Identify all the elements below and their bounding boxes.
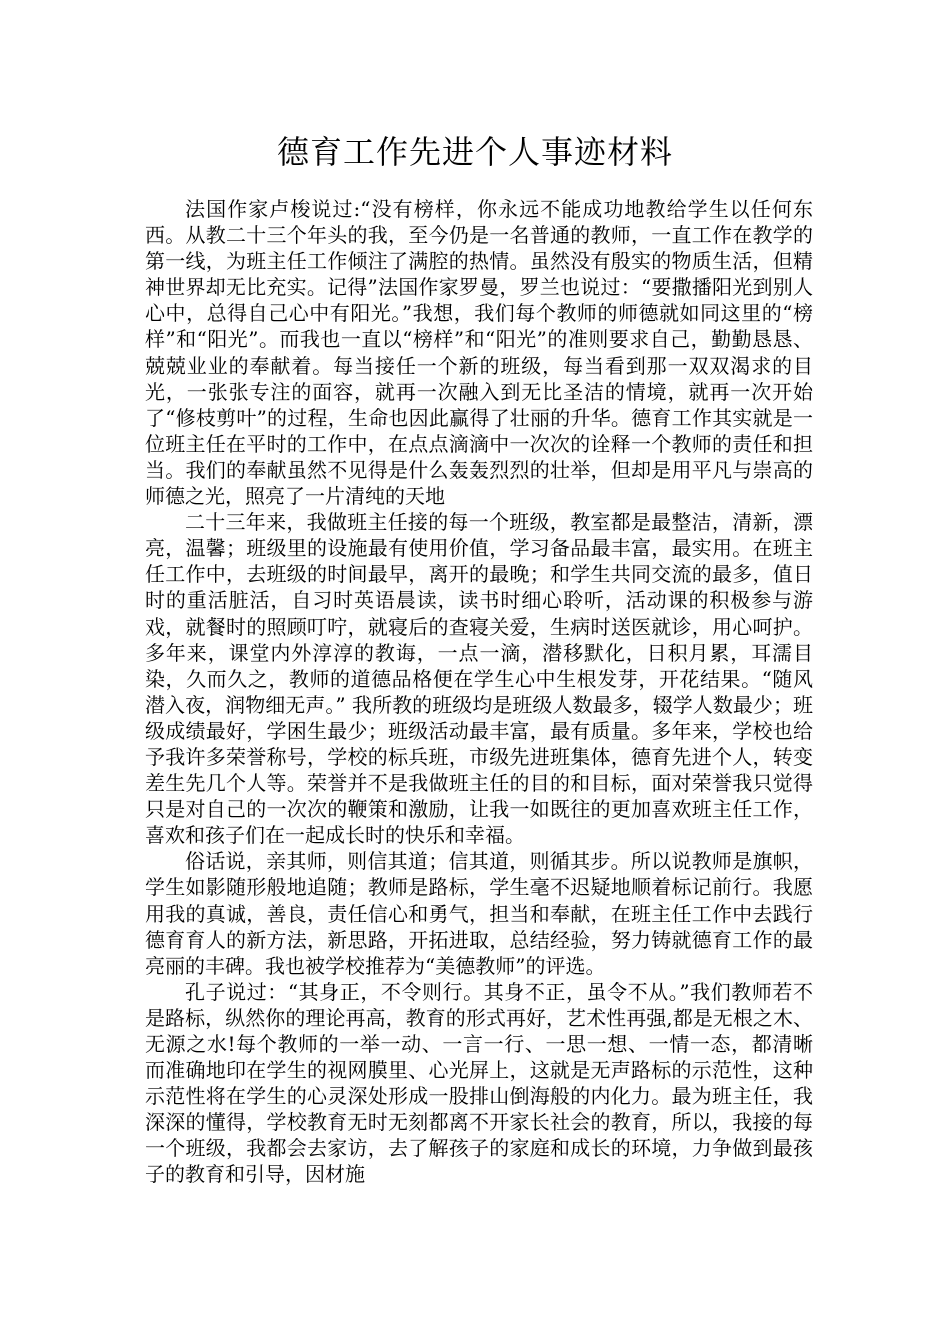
paragraph-3: 俗话说，亲其师，则信其道；信其道，则循其步。所以说教师是旗帜，学生如影随形般地追随；教师是路标，学生毫不迟疑地顺着标记前行。我愿用我的真诚，善良，责任信心和勇气，担当和奉献，在班主任工作中去践行德育育人的新方法，新思路，开拓进取，总结经验，努力铸就德育工作的最亮丽的丰碑。我也被学校推荐为“美德教师”的评选。	[145, 849, 813, 978]
document-body	[145, 196, 813, 1188]
paragraph-1: 法国作家卢梭说过:“没有榜样，你永远不能成功地教给学生以任何东西。从教二十三个年头的我，至今仍是一名普通的教师，一直工作在教学的第一线，为班主任工作倾注了满腔的热情。虽然没有殷实的物质生活，但精神世界却无比充实。记得”法国作家罗曼，罗兰也说过：“要撒播阳光到别人心中，总得自己心中有阳光。”我想，我们每个教师的师德就如同这里的“榜样”和“阳光”。而我也一直以“榜样”和“阳光”的准则要求自己，勤勤恳恳、兢兢业业的奉献着。每当接任一个新的班级，每当看到那一双双渴求的目光，一张张专注的面容，就再一次融入到无比圣洁的情境，就再一次开始了“修枝剪叶”的过程，生命也因此赢得了壮丽的升华。德育工作其实就是一位班主任在平时的工作中，在点点滴滴中一次次的诠释一个教师的责任和担当。我们的奉献虽然不见得是什么轰轰烈烈的壮举，但却是用平凡与崇高的师德之光，照亮了一片清纯的天地	[145, 197, 813, 509]
paragraph-4: 孔子说过：“其身正，不令则行。其身不正，虽令不从。”我们教师若不是路标，纵然你的理论再高，教育的形式再好，艺术性再强,都是无根之木、无源之水!每个教师的一举一动、一言一行、一思一想、一情一态，都清晰而准确地印在学生的视网膜里、心光屏上，这就是无声路标的示范性，这种示范性将在学生的心灵深处形成一股排山倒海般的内化力。最为班主任，我深深的懂得，学校教育无时无刻都离不开家长社会的教育，所以，我接的每一个班级，我都会去家访，去了解孩子的家庭和成长的环境，力争做到最孩子的教育和引导，因材施	[145, 979, 813, 1187]
document-title: 德育工作先进个人事迹材料	[276, 133, 673, 171]
paragraph-2: 二十三年来，我做班主任接的每一个班级，教室都是最整洁，清新，漂亮，温馨；班级里的设施最有使用价值，学习备品最丰富，最实用。在班主任工作中，去班级的时间最早，离开的最晚；和学生共同交流的最多，值日时的重活脏活，自习时英语晨读，读书时细心聆听，活动课的积极参与游戏，就餐时的照顾叮咛，就寝后的查寝关爱，生病时送医就诊，用心呵护。多年来，课堂内外淳淳的教诲，一点一滴，潜移默化，日积月累，耳濡目染，久而久之，教师的道德品格便在学生心中生根发芽，开花结果。“随风潜入夜，润物细无声。” 我所教的班级均是班级人数最多，辍学人数最少；班级成绩最好，学困生最少；班级活动最丰富，最有质量。多年来，学校也给予我许多荣誉称号，学校的标兵班，市级先进班集体，德育先进个人，转变差生先几个人等。荣誉并不是我做班主任的目的和目标，面对荣誉我只觉得只是对自己的一次次的鞭策和激励，让我一如既往的更加喜欢班主任工作，喜欢和孩子们在一起成长时的快乐和幸福。	[145, 510, 813, 848]
